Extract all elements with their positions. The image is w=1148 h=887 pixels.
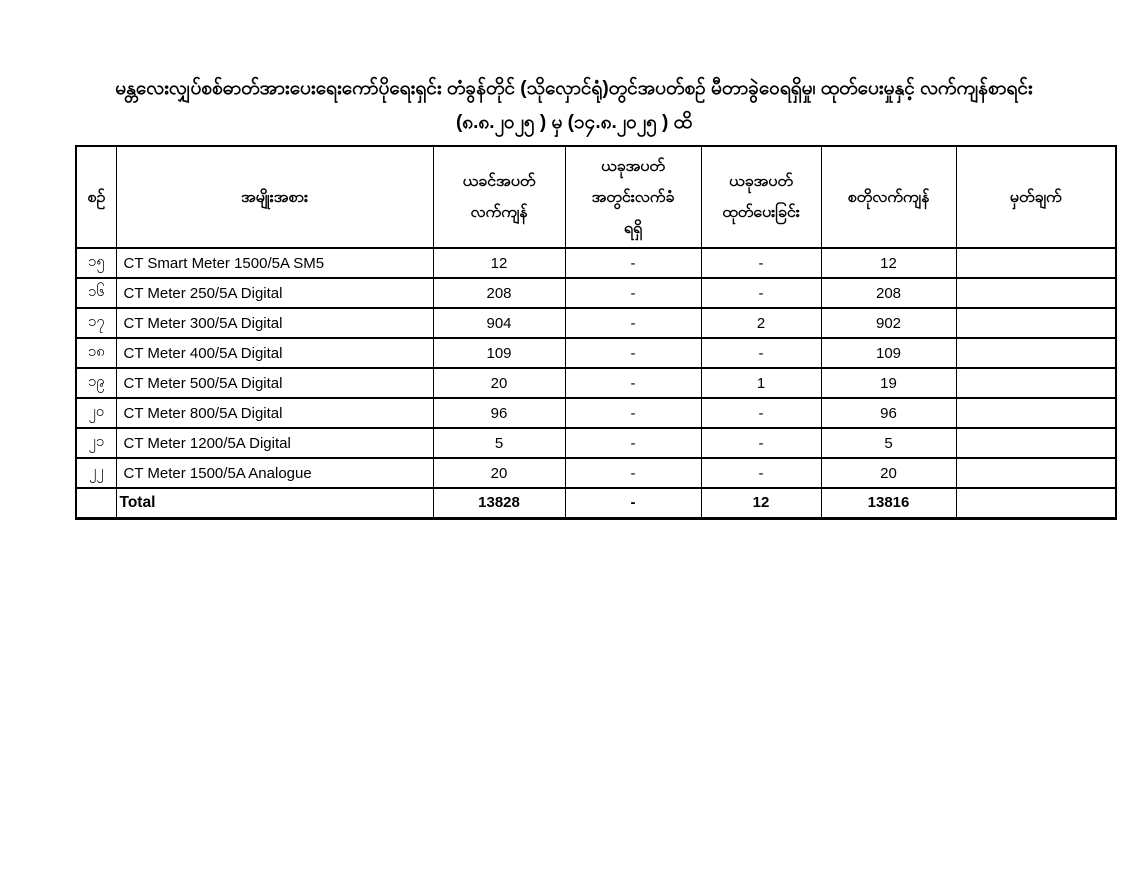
- cell-remark: [956, 398, 1116, 428]
- cell-serial: ၁၅: [76, 248, 116, 278]
- cell-received: -: [565, 308, 701, 338]
- header-serial: [76, 146, 116, 248]
- cell-type: CT Smart Meter 1500/5A SM5: [116, 248, 433, 278]
- cell-type: CT Meter 500/5A Digital: [116, 368, 433, 398]
- total-previous-balance: 13828: [433, 488, 565, 518]
- cell-received: -: [565, 458, 701, 488]
- header-previous-balance-line2: လက်ကျန်: [470, 204, 528, 221]
- header-received: [565, 146, 701, 248]
- header-previous-balance-line1: ယခင်အပတ်: [462, 173, 536, 190]
- cell-serial: ၁၆: [76, 278, 116, 308]
- table-row: [76, 338, 1116, 368]
- document-title: မန္တလေးလျှပ်စစ်ဓာတ်အားပေးရေးကော်ပိုရေးရှင်း တံခွန်တိုင် (သိုလှောင်ရုံ)တွင်အပတ်စဉ် မီတာခွဲဝေရရှိမှု၊ ထုတ်ပေးမှုနှင့် လက်ကျန်စာရင်း: [115, 78, 1033, 99]
- cell-received: -: [565, 428, 701, 458]
- cell-previous-balance: 904: [433, 308, 565, 338]
- cell-serial: [76, 488, 116, 518]
- cell-serial: ၁၉: [76, 368, 116, 398]
- cell-store-balance: 12: [821, 248, 956, 278]
- cell-store-balance: 20: [821, 458, 956, 488]
- cell-store-balance: 902: [821, 308, 956, 338]
- header-previous-balance: [433, 146, 565, 248]
- cell-previous-balance: 12: [433, 248, 565, 278]
- cell-previous-balance: 109: [433, 338, 565, 368]
- total-label: Total: [116, 488, 433, 518]
- header-received-line1: ယခုအပတ်: [601, 157, 665, 175]
- header-serial-label: စဉ်: [87, 188, 106, 206]
- cell-issued: -: [701, 248, 821, 278]
- header-store-balance: [821, 146, 956, 248]
- cell-previous-balance: 208: [433, 278, 565, 308]
- cell-remark: [956, 338, 1116, 368]
- cell-issued: -: [701, 338, 821, 368]
- cell-previous-balance: 5: [433, 428, 565, 458]
- total-received: -: [565, 488, 701, 518]
- cell-type: CT Meter 1200/5A Digital: [116, 428, 433, 458]
- cell-serial: ၁၈: [76, 338, 116, 368]
- header-remark-label: မှတ်ချက်: [1009, 188, 1062, 206]
- header-issued: [701, 146, 821, 248]
- cell-store-balance: 96: [821, 398, 956, 428]
- table-row: [76, 308, 1116, 338]
- table-row: [76, 428, 1116, 458]
- header-issued-line1: ယခုအပတ်: [729, 173, 793, 190]
- header-received-line2: အတွင်းလက်ခံ: [591, 188, 675, 206]
- total-store-balance: 13816: [821, 488, 956, 518]
- table-row: [76, 368, 1116, 398]
- cell-remark: [956, 368, 1116, 398]
- total-issued: 12: [701, 488, 821, 518]
- total-remark: [956, 488, 1116, 518]
- header-received-line3: ရရှိ: [623, 219, 643, 237]
- cell-received: -: [565, 338, 701, 368]
- cell-store-balance: 208: [821, 278, 956, 308]
- cell-serial: ၁၇: [76, 308, 116, 338]
- header-store-balance-label: စတိုလက်ကျန်: [847, 188, 930, 206]
- cell-issued: 1: [701, 368, 821, 398]
- cell-store-balance: 5: [821, 428, 956, 458]
- cell-issued: -: [701, 398, 821, 428]
- table-row: [76, 278, 1116, 308]
- cell-type: CT Meter 300/5A Digital: [116, 308, 433, 338]
- cell-previous-balance: 20: [433, 368, 565, 398]
- cell-issued: -: [701, 278, 821, 308]
- table-row: [76, 398, 1116, 428]
- cell-received: -: [565, 398, 701, 428]
- cell-remark: [956, 248, 1116, 278]
- cell-previous-balance: 20: [433, 458, 565, 488]
- table-row: [76, 458, 1116, 488]
- cell-serial: ၂၂: [76, 458, 116, 488]
- header-type: [116, 146, 433, 248]
- cell-remark: [956, 278, 1116, 308]
- cell-issued: -: [701, 458, 821, 488]
- cell-type: CT Meter 250/5A Digital: [116, 278, 433, 308]
- cell-remark: [956, 308, 1116, 338]
- table-row: [76, 248, 1116, 278]
- document-date-range: (၈.၈.၂၀၂၅ ) မှ (၁၄.၈.၂၀၂၅ ) ထိ: [455, 112, 693, 133]
- cell-remark: [956, 458, 1116, 488]
- header-remark: [956, 146, 1116, 248]
- header-issued-line2: ထုတ်ပေးခြင်း: [722, 204, 800, 221]
- cell-issued: -: [701, 428, 821, 458]
- cell-received: -: [565, 278, 701, 308]
- table-header-row: [76, 146, 1116, 248]
- cell-received: -: [565, 248, 701, 278]
- cell-issued: 2: [701, 308, 821, 338]
- cell-remark: [956, 428, 1116, 458]
- cell-serial: ၂၀: [76, 398, 116, 428]
- cell-received: -: [565, 368, 701, 398]
- cell-type: CT Meter 400/5A Digital: [116, 338, 433, 368]
- header-type-label: အမျိုးအစား: [240, 188, 309, 206]
- cell-store-balance: 109: [821, 338, 956, 368]
- cell-type: CT Meter 800/5A Digital: [116, 398, 433, 428]
- cell-type: CT Meter 1500/5A Analogue: [116, 458, 433, 488]
- cell-serial: ၂၁: [76, 428, 116, 458]
- table-total-row: [76, 488, 1116, 518]
- cell-previous-balance: 96: [433, 398, 565, 428]
- cell-store-balance: 19: [821, 368, 956, 398]
- meter-stock-table: [75, 145, 1117, 520]
